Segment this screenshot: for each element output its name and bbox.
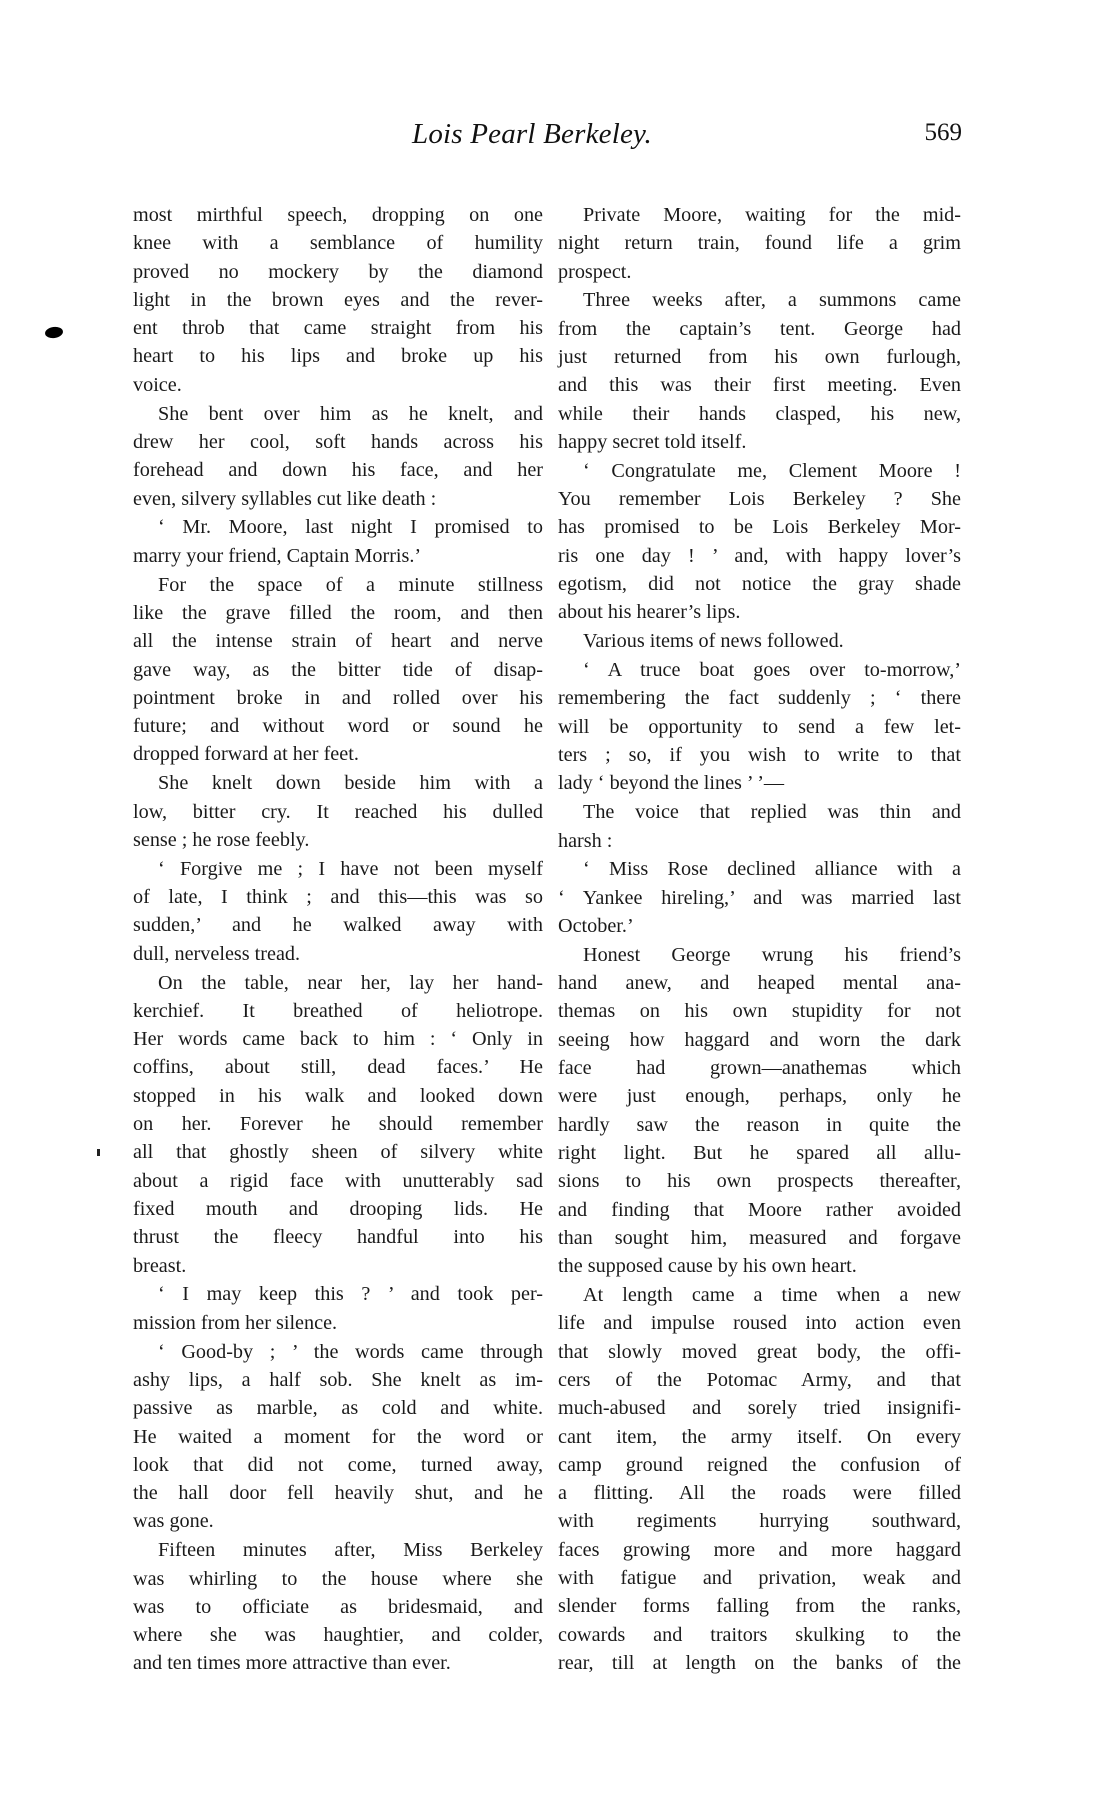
text-line: has promised to be Lois Berkeley Mor- [558,516,961,539]
paragraph [558,855,961,940]
text-line: remembering the fact suddenly ; ‘ there [558,687,961,710]
text-column-right [558,201,961,1678]
text-line: rear, till at length on the banks of the [558,1651,961,1674]
text-line: ‘ Yankee hireling,’ and was married last [558,886,961,909]
text-line: just returned from his own furlough, [558,346,961,369]
text-line: ‘ A truce boat goes over to-morrow,’ [583,659,961,682]
text-line: was whirling to the house where she [133,1567,543,1590]
text-line: themas on his own stupidity for not [558,1000,961,1023]
text-line: ‘ Miss Rose declined alliance with a [583,858,961,881]
text-line: ris one day ! ’ and, with happy lover’s [558,544,961,567]
paragraph [558,286,961,456]
paragraph [558,627,961,655]
text-line: The voice that replied was thin and [583,801,961,824]
text-line: knee with a semblance of humility [133,232,543,255]
paragraph [558,1281,961,1677]
text-line: future; and without word or sound he [133,715,543,738]
text-line: face had grown—anathemas which [558,1057,961,1080]
text-line: ashy lips, a half sob. She knelt as im- [133,1368,543,1391]
text-line: hand anew, and heaped mental ana- [558,972,961,995]
text-line: breast. [133,1254,187,1277]
text-line: October.’ [558,914,634,937]
text-line: marry your friend, Captain Morris.’ [133,544,422,567]
text-line: prospect. [558,260,632,283]
paragraph [133,201,543,399]
paragraph [133,1536,543,1677]
text-line: drew her cool, soft hands across his [133,430,543,453]
text-line: ‘ I may keep this ? ’ and took per- [158,1283,543,1306]
text-line: He waited a moment for the word or [133,1425,543,1448]
text-line: coffins, about still, dead faces.’ He [133,1056,543,1079]
text-line: about his hearer’s lips. [558,601,741,624]
text-line: proved no mockery by the diamond [133,260,543,283]
text-line: dropped forward at her feet. [133,743,359,766]
text-line: harsh : [558,829,613,852]
text-line: She knelt down beside him with a [158,772,543,795]
text-line: On the table, near her, lay her hand- [158,971,543,994]
text-line: gave way, as the bitter tide of disap- [133,658,543,681]
running-title: Lois Pearl Berkeley. [412,118,652,150]
text-line: passive as marble, as cold and white. [133,1397,543,1420]
text-line: ters ; so, if you wish to write to that [558,744,961,767]
text-line: mission from her silence. [133,1311,338,1334]
text-line: cowards and traitors skulking to the [558,1623,961,1646]
text-line: heart to his lips and broke up his [133,345,543,368]
text-line: the hall door fell heavily shut, and he [133,1482,543,1505]
text-line: forehead and down his face, and her [133,459,543,482]
text-line: were just enough, perhaps, only he [558,1085,961,1108]
text-line: and finding that Moore rather avoided [558,1198,961,1221]
text-line: even, silvery syllables cut like death : [133,487,437,510]
text-line: seeing how haggard and worn the dark [558,1028,961,1051]
text-line: dull, nerveless tread. [133,942,301,965]
paragraph [133,571,543,769]
text-line: slender forms falling from the ranks, [558,1595,961,1618]
text-line: night return train, found life a grim [558,232,961,255]
text-line: At length came a time when a new [583,1284,961,1307]
paragraph [558,656,961,797]
paragraph [558,201,961,286]
text-line: fixed mouth and drooping lids. He [133,1197,543,1220]
paragraph [558,457,961,627]
text-line: sudden,’ and he walked away with [133,914,543,937]
text-line: the supposed cause by his own heart. [558,1255,857,1278]
text-line: while their hands clasped, his new, [558,402,961,425]
paragraph [133,513,543,570]
text-line: was to officiate as bridesmaid, and [133,1595,543,1618]
text-line: ‘ Forgive me ; I have not been myself [158,857,543,880]
text-line: with regiments hurrying southward, [558,1510,961,1533]
text-line: about a rigid face with unutterably sad [133,1169,543,1192]
text-line: thrust the fleecy handful into his [133,1226,543,1249]
text-line: ‘ Mr. Moore, last night I promised to [158,516,543,539]
text-line: most mirthful speech, dropping on one [133,204,543,226]
paragraph [133,1280,543,1337]
text-line: ‘ Good-by ; ’ the words came through [158,1340,543,1363]
text-line: that slowly moved great body, the offi- [558,1340,961,1363]
text-line: Honest George wrung his friend’s [583,943,961,966]
text-line: and ten times more attractive than ever. [133,1652,451,1675]
text-line: stopped in his walk and looked down [133,1084,543,1107]
text-line: She bent over him as he knelt, and [158,402,543,425]
paragraph [558,798,961,855]
text-line: Private Moore, waiting for the mid- [583,204,961,226]
text-line: a flitting. All the roads were filled [558,1482,961,1505]
text-line: Her words came back to him : ‘ Only in [133,1028,543,1051]
text-line: of late, I think ; and this—this was so [133,886,543,909]
text-line: kerchief. It breathed of heliotrope. [133,999,543,1022]
text-line: cant item, the army itself. On every [558,1425,961,1448]
text-line: like the grave filled the room, and then [133,601,543,624]
text-line: with fatigue and privation, weak and [558,1567,961,1589]
page-number: 569 [924,119,962,146]
text-line: pointment broke in and rolled over his [133,686,543,709]
text-column-left [133,201,543,1678]
text-line: Fifteen minutes after, Miss Berkeley [158,1539,543,1562]
text-line: hardly saw the reason in quite the [558,1113,961,1136]
text-line: camp ground reigned the confusion of [558,1453,961,1476]
text-line: where she was haughtier, and colder, [133,1624,543,1647]
text-line: ent throb that came straight from his [133,317,543,340]
text-line: light in the brown eyes and the rever- [133,288,543,311]
ink-blot-mark [44,326,63,339]
text-line: egotism, did not notice the gray shade [558,573,961,596]
text-line: sense ; he rose feebly. [133,828,310,851]
text-line: Various items of news followed. [583,630,844,653]
text-line: You remember Lois Berkeley ? She [558,488,961,511]
text-line: look that did not come, turned away, [133,1453,543,1476]
paragraph [133,855,543,968]
text-line: than sought him, measured and forgave [558,1226,961,1249]
text-line: on her. Forever he should remember [133,1113,543,1136]
text-line: For the space of a minute stillness [158,573,543,596]
text-line: cers of the Potomac Army, and that [558,1368,961,1391]
text-line: faces growing more and more haggard [558,1538,961,1561]
text-line: will be opportunity to send a few let- [558,715,961,738]
text-line: from the captain’s tent. George had [558,317,961,340]
text-line: and this was their first meeting. Even [558,374,961,397]
text-line: sions to his own prospects thereafter, [558,1170,961,1193]
text-line: much-abused and sorely tried insignifi- [558,1397,961,1420]
paragraph [558,941,961,1281]
paragraph [133,969,543,1280]
text-line: lady ‘ beyond the lines ’ ’— [558,772,785,795]
text-line: voice. [133,373,182,396]
text-line: low, bitter cry. It reached his dulled [133,800,543,823]
paragraph [133,400,543,513]
text-line: Three weeks after, a summons came [583,289,961,312]
margin-speck-mark [97,1149,100,1156]
text-line: life and impulse roused into action even [558,1312,961,1335]
paragraph [133,1338,543,1536]
text-line: right light. But he spared all allu- [558,1141,961,1164]
text-line: ‘ Congratulate me, Clement Moore ! [583,459,961,482]
text-line: happy secret told itself. [558,430,747,453]
text-line: was gone. [133,1510,214,1533]
text-line: all that ghostly sheen of silvery white [133,1141,543,1164]
paragraph [133,769,543,854]
text-line: all the intense strain of heart and nerve [133,630,543,653]
